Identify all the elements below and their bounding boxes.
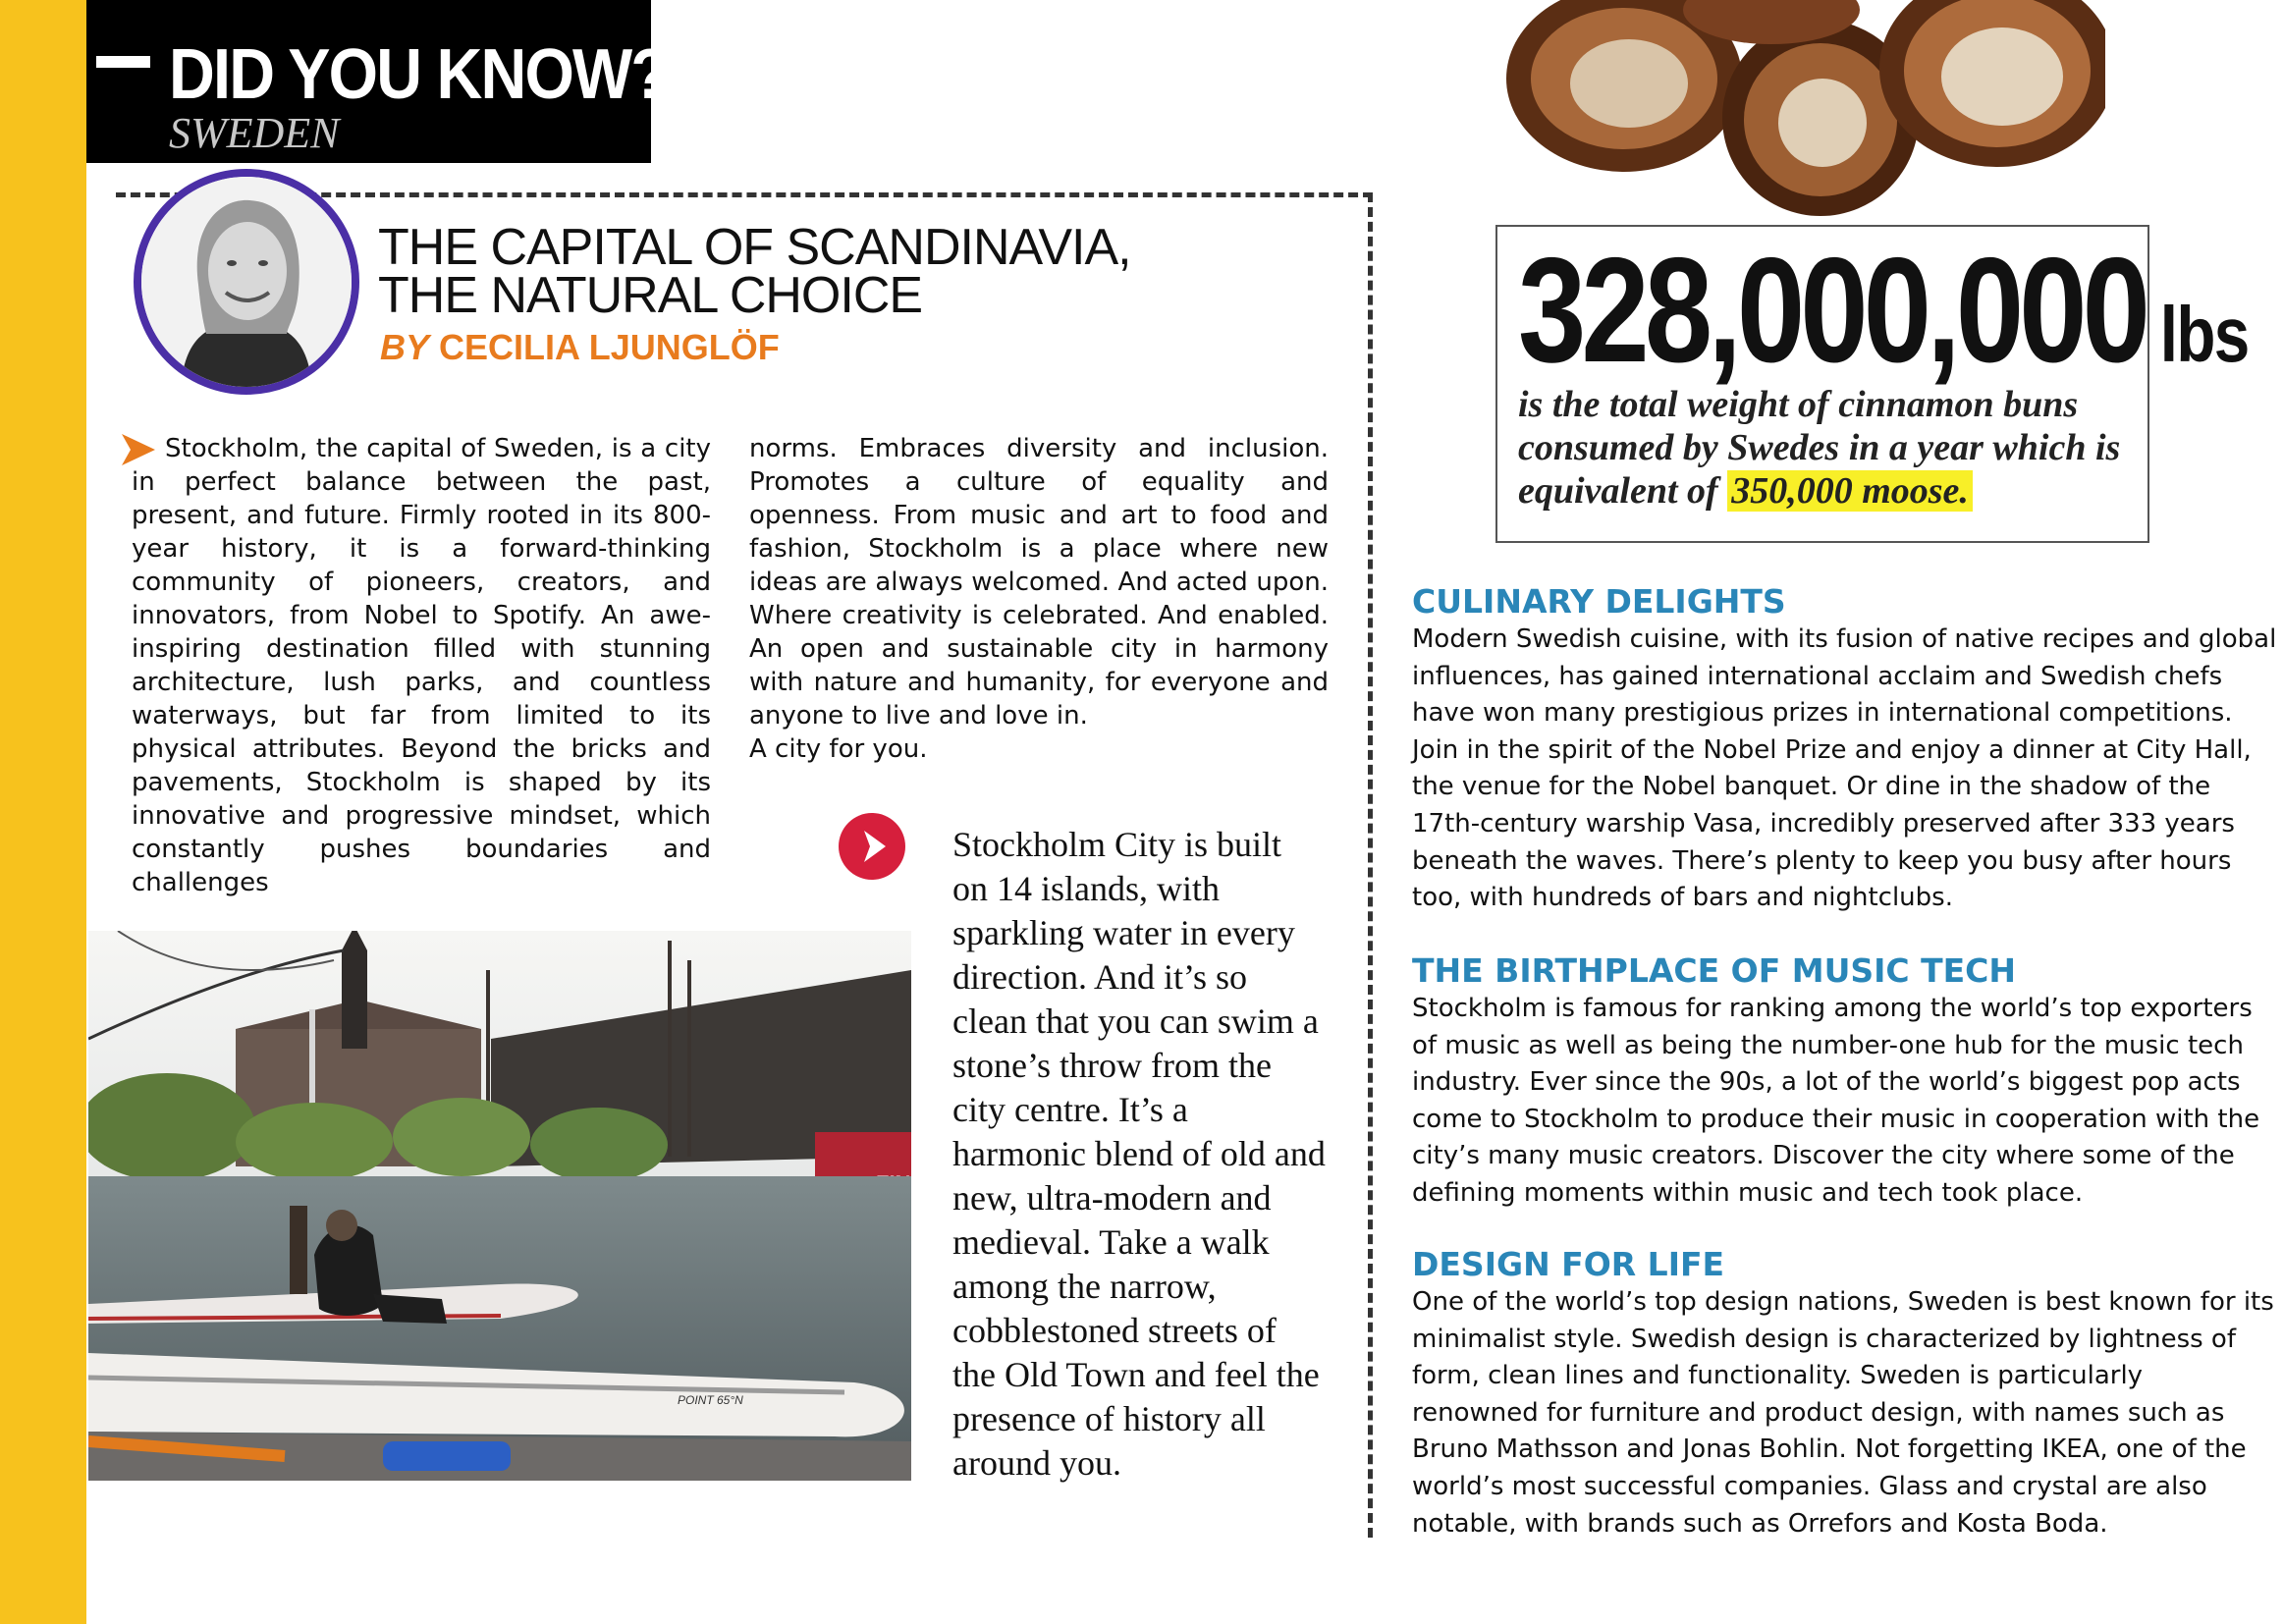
kayak-brand-text: POINT 65°N xyxy=(678,1393,743,1407)
section-line: minimalist style. Swedish design is characterized by lightness of xyxy=(1412,1324,2236,1354)
section-line: Join in the spirit of the Nobel Prize and enjoy a dinner at City Hall, xyxy=(1412,734,2252,765)
cinnamon-buns-photo xyxy=(1496,0,2105,218)
article-title-line: THE CAPITAL OF SCANDINAVIA, xyxy=(378,219,1131,276)
byline xyxy=(380,327,780,368)
banner-subtitle: SWEDEN xyxy=(169,109,340,157)
section-line: influences, has gained international acclaim and Swedish chefs xyxy=(1412,661,2223,691)
stat-number xyxy=(1518,227,2249,394)
section-line: Bruno Mathsson and Jonas Bohlin. Not forgetting IKEA, one of the xyxy=(1412,1435,2247,1465)
body-right-closing: A city for you. xyxy=(749,734,928,764)
section-line: One of the world’s top design nations, Sweden is best known for its xyxy=(1412,1287,2274,1317)
section-line: come to Stockholm to produce their music in cooperation with the xyxy=(1412,1104,2260,1134)
stat-unit: lbs xyxy=(2159,291,2249,378)
stat-highlight: 350,000 moose. xyxy=(1727,470,1973,512)
section-line: have won many prestigious prizes in international competitions. xyxy=(1412,698,2233,729)
body-left-text: Stockholm, the capital of Sweden, is a city in perfect balance between the past, present, and future. Firmly rooted in its 800-year history, it is a forward-thinking community of pioneers, creators, and innovators, from Nobel to Spotify. An awe-inspiring destination filled with stunning architecture, lush parks, and countless waterways, but far from limited to its physical attributes. Beyond the bricks and pavements, Stockholm is shaped by its innovative and progressive mindset, which constantly pushes boundaries and challenges xyxy=(132,434,711,897)
section-line: beneath the waves. There’s plenty to keep you busy after hours xyxy=(1412,845,2232,876)
body-column-left xyxy=(132,432,711,899)
body-column-right xyxy=(749,432,1329,766)
section-design xyxy=(1412,1245,2283,1543)
section-line: renowned for furniture and product design, with names such as xyxy=(1412,1397,2225,1428)
body-right-text: norms. Embraces diversity and inclusion. Promotes a culture of equality and openness. From music and art to food and fashion, Stockholm is a place where new ideas are always welcomed. And acted upon. Where creativity is celebrated. And enabled. An open and sustainable city in harmony with nature and humanity, for everyone and anyone to live and love in. xyxy=(749,434,1329,731)
section-line: industry. Ever since the 90s, a lot of the world’s biggest pop acts xyxy=(1412,1067,2241,1098)
stat-value: 328,000,000 xyxy=(1518,227,2147,394)
section-line: form, clean lines and functionality. Sweden is particularly xyxy=(1412,1361,2144,1391)
author-avatar xyxy=(134,169,359,395)
section-culinary xyxy=(1412,582,2283,917)
section-line: city’s many music creators. Discover the city where some of the xyxy=(1412,1141,2235,1171)
article-title-line: THE NATURAL CHOICE xyxy=(378,267,923,324)
section-line: Stockholm is famous for ranking among the world’s top exporters xyxy=(1412,994,2253,1023)
section-line: 17th-century warship Vasa, incredibly preserved after 333 years xyxy=(1412,808,2235,839)
play-icon xyxy=(837,811,907,882)
byline-prefix: BY xyxy=(380,327,430,367)
section-line: the venue for the Nobel banquet. Or dine in the shadow of the xyxy=(1412,772,2211,802)
section-heading: THE BIRTHPLACE OF MUSIC TECH xyxy=(1412,951,2017,990)
section-line: defining moments within music and tech took place. xyxy=(1412,1177,2084,1208)
section-music-tech xyxy=(1412,951,2283,1213)
dashed-border-right xyxy=(1368,192,1373,1538)
section-body xyxy=(1412,991,2283,1213)
section-heading: DESIGN FOR LIFE xyxy=(1412,1245,1725,1283)
banner-dash xyxy=(96,56,150,68)
section-heading: CULINARY DELIGHTS xyxy=(1412,582,1786,621)
pull-quote: Stockholm City is built on 14 islands, with sparkling water in every direction. And it’s so clean that you can swim a stone’s throw from the city centre. It’s a harmonic blend of old and new, ultra-modern and medieval. Take a walk among the narrow, cobblestoned streets of the Old Town and feel the presence of history all around you. xyxy=(952,825,1326,1483)
section-line: world’s most successful companies. Glass and crystal are also xyxy=(1412,1471,2207,1501)
byline-author: CECILIA LJUNGLÖF xyxy=(439,327,780,367)
section-line: Modern Swedish cuisine, with its fusion of native recipes and global xyxy=(1412,624,2277,654)
banner-title: DID YOU KNOW? xyxy=(169,35,669,114)
article-title xyxy=(378,219,1131,324)
section-body xyxy=(1412,622,2283,917)
stockholm-waterfront-photo xyxy=(88,931,911,1481)
section-line: too, with hundreds of bars and nightclubs. xyxy=(1412,883,1953,913)
stat-description xyxy=(1518,383,2147,513)
section-line: notable, with brands such as Orrefors and Kosta Boda. xyxy=(1412,1508,2108,1539)
yellow-sidebar-bar xyxy=(0,0,86,1624)
stat-description-text: is the total weight of cinnamon buns consumed by Swedes in a year which is equivalent of xyxy=(1518,384,2121,512)
section-line: of music as well as being the number-one hub for the music tech xyxy=(1412,1030,2244,1060)
section-body xyxy=(1412,1284,2283,1543)
